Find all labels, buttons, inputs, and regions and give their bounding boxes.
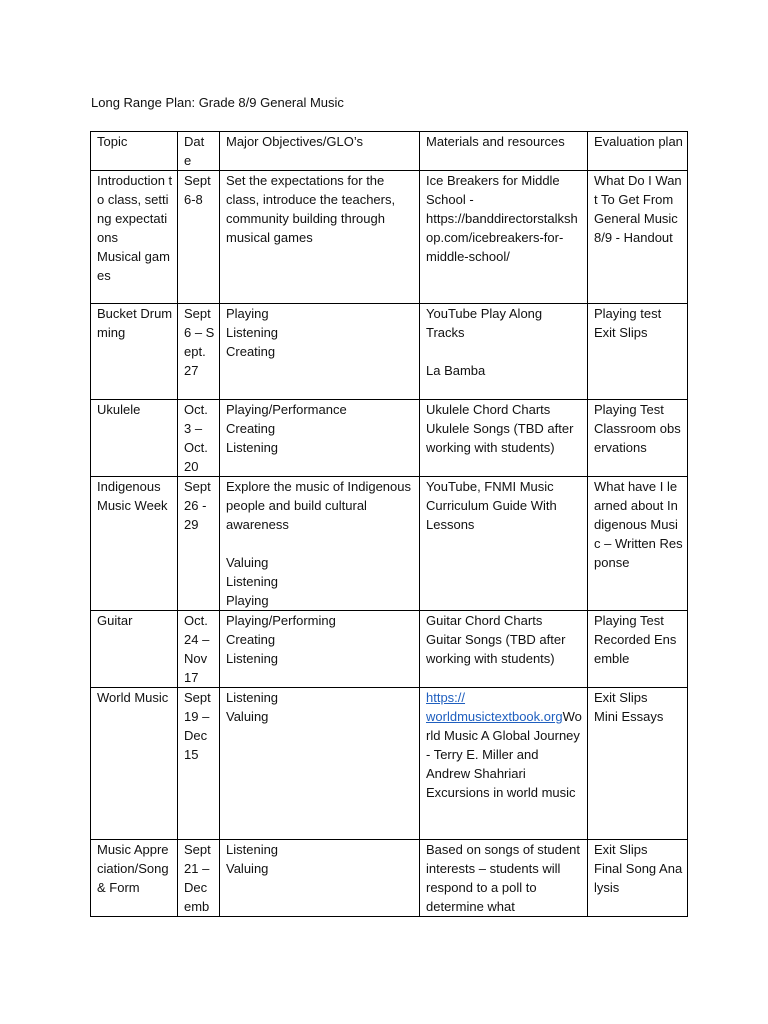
- date-cell: Oct. 3 – Oct. 20: [178, 400, 220, 477]
- evaluation-cell: What have I learned about Indigenous Music – Written Response: [588, 477, 688, 611]
- evaluation-cell: Playing Test Classroom observations: [588, 400, 688, 477]
- date-cell: Sept 6 – Sept. 27: [178, 304, 220, 400]
- materials-cell: Based on songs of student interests – students will respond to a poll to determine what: [420, 840, 588, 917]
- objectives-cell: Playing Listening Creating: [220, 304, 420, 400]
- materials-cell: [420, 688, 588, 840]
- objectives-cell: Listening Valuing: [220, 840, 420, 917]
- materials-cell-text: World Music A Global Journey - Terry E. Miller and Andrew Shahriari Excursions in world music: [426, 709, 582, 800]
- topic-cell: Music Appreciation/Song & Form: [91, 840, 178, 917]
- table-header-row: [91, 132, 688, 171]
- objectives-cell: Playing/Performance Creating Listening: [220, 400, 420, 477]
- evaluation-cell: Exit Slips Mini Essays: [588, 688, 688, 840]
- topic-cell: Indigenous Music Week: [91, 477, 178, 611]
- header-date: Dat e: [178, 132, 220, 171]
- long-range-plan-table: [90, 131, 688, 917]
- table-row: [91, 304, 688, 400]
- evaluation-cell: Exit Slips Final Song Analysis: [588, 840, 688, 917]
- materials-cell: Ice Breakers for Middle School - https://banddirectorstalkshop.com/icebreakers-for-middle-school/: [420, 171, 588, 304]
- objectives-cell: Playing/Performing Creating Listening: [220, 611, 420, 688]
- materials-cell: Guitar Chord Charts Guitar Songs (TBD after working with students): [420, 611, 588, 688]
- topic-cell: Introduction to class, setting expectations Musical games: [91, 171, 178, 304]
- topic-cell: Ukulele: [91, 400, 178, 477]
- date-cell: Sept 19 – Dec 15: [178, 688, 220, 840]
- objectives-cell: Listening Valuing: [220, 688, 420, 840]
- materials-cell: YouTube, FNMI Music Curriculum Guide With Lessons: [420, 477, 588, 611]
- topic-cell: Guitar: [91, 611, 178, 688]
- evaluation-cell: What Do I Want To Get From General Music 8/9 - Handout: [588, 171, 688, 304]
- evaluation-cell: Playing test Exit Slips: [588, 304, 688, 400]
- table-row: [91, 840, 688, 917]
- objectives-cell: Set the expectations for the class, introduce the teachers, community building through musical games: [220, 171, 420, 304]
- table-row: [91, 171, 688, 304]
- date-cell: Oct. 24 – Nov 17: [178, 611, 220, 688]
- world-music-textbook-link[interactable]: https:// worldmusictextbook.org: [426, 690, 563, 724]
- header-objectives: Major Objectives/GLO’s: [220, 132, 420, 171]
- header-topic: Topic: [91, 132, 178, 171]
- table-row: [91, 477, 688, 611]
- evaluation-cell: Playing Test Recorded Ensemble: [588, 611, 688, 688]
- date-cell: Sept 21 – Dec emb: [178, 840, 220, 917]
- page-title: Long Range Plan: Grade 8/9 General Music: [91, 95, 344, 110]
- date-cell: Sept 26 - 29: [178, 477, 220, 611]
- topic-cell: Bucket Drumming: [91, 304, 178, 400]
- table-row: [91, 688, 688, 840]
- materials-cell: YouTube Play Along Tracks La Bamba: [420, 304, 588, 400]
- header-evaluation: Evaluation plan: [588, 132, 688, 171]
- header-materials: Materials and resources: [420, 132, 588, 171]
- table-row: [91, 400, 688, 477]
- materials-cell: Ukulele Chord Charts Ukulele Songs (TBD after working with students): [420, 400, 588, 477]
- table-row: [91, 611, 688, 688]
- topic-cell: World Music: [91, 688, 178, 840]
- date-cell: Sept 6-8: [178, 171, 220, 304]
- objectives-cell: Explore the music of Indigenous people and build cultural awareness Valuing Listening Playing: [220, 477, 420, 611]
